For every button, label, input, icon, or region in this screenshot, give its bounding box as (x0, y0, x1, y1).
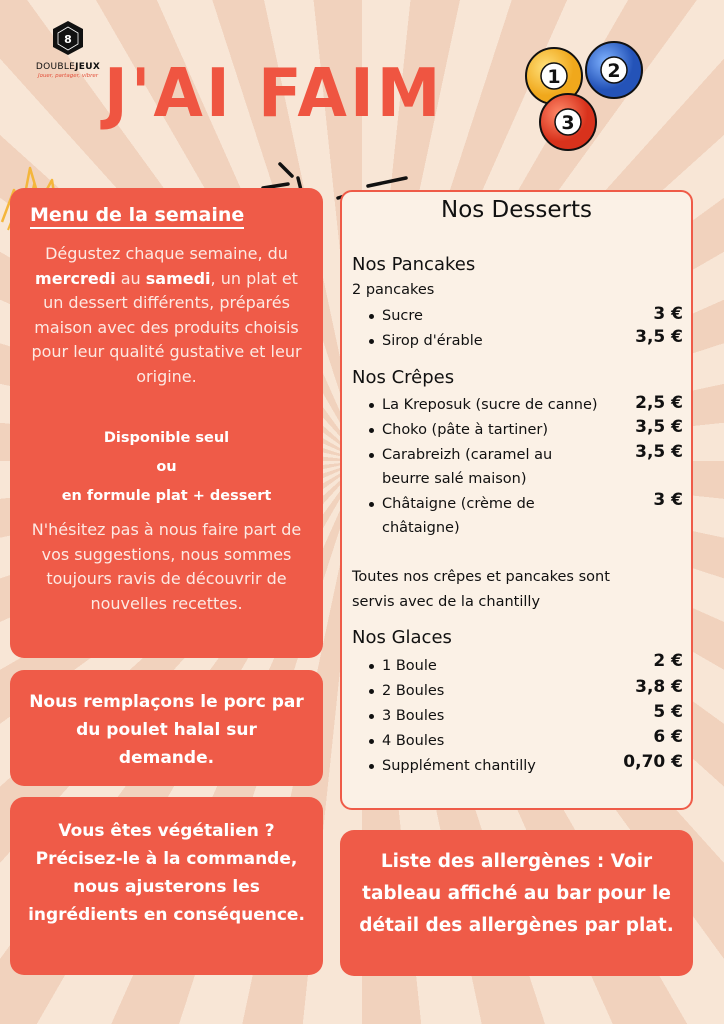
menu-semaine-card (10, 188, 323, 658)
logo-tagline: Jouer, partager, vibrer (37, 73, 99, 79)
list-item: 2 Boules (382, 679, 444, 703)
allergens-card (340, 830, 693, 976)
porc-text: Nous remplaçons le porc par du poulet halal sur demande. (29, 692, 304, 768)
doublejeux-logo (28, 20, 108, 79)
list-item: Supplément chantilly (382, 754, 536, 778)
price: 0,70 € (623, 752, 683, 772)
price: 3,5 € (635, 327, 683, 347)
list-item: Carabreizh (caramel au beurre salé maison) (382, 443, 582, 491)
svg-text:1: 1 (547, 66, 561, 88)
desserts-note: Toutes nos crêpes et pancakes sont servis avec de la chantilly (352, 569, 610, 610)
price: 3,8 € (635, 677, 683, 697)
svg-text:8: 8 (64, 33, 72, 46)
vegan-card (10, 797, 323, 975)
list-item: Sirop d'érable (382, 329, 483, 353)
list-item: 3 Boules (382, 704, 444, 728)
list-item: 1 Boule (382, 654, 437, 678)
price: 3,5 € (635, 417, 683, 437)
allergens-text: Liste des allergènes : Voir tableau affiché au bar pour le détail des allergènes par plat. (359, 851, 674, 936)
price: 3 € (653, 490, 683, 510)
pancakes-subtitle: 2 pancakes (352, 282, 435, 298)
list-item: Châtaigne (crème de châtaigne) (382, 492, 562, 540)
billiard-balls-icon (522, 40, 652, 155)
pancakes-heading: Nos Pancakes (352, 254, 476, 275)
price: 6 € (653, 727, 683, 747)
page-title: J'AI FAIM (104, 55, 444, 133)
list-item: 4 Boules (382, 729, 444, 753)
menu-description: Dégustez chaque semaine, du mercredi au samedi, un plat et un dessert différents, préparés maison avec des produits choisis pour leur qualité gustative et leur origine. (31, 244, 302, 386)
svg-text:2: 2 (607, 60, 621, 82)
list-item: Choko (pâte à tartiner) (382, 418, 548, 442)
die-icon (50, 20, 86, 56)
vegan-text: Vous êtes végétalien ? Précisez-le à la commande, nous ajusterons les ingrédients en conséquence. (28, 821, 305, 925)
menu-note: N'hésitez pas à nous faire part de vos suggestions, nous sommes toujours ravis de découvrir de nouvelles recettes. (31, 520, 302, 613)
logo-name: DOUBLEJEUX (35, 62, 101, 72)
price: 2 € (653, 651, 683, 671)
price: 5 € (653, 702, 683, 722)
porc-card (10, 670, 323, 786)
menu-title: Menu de la semaine (30, 204, 245, 226)
list-item: La Kreposuk (sucre de canne) (382, 393, 598, 417)
glaces-heading: Nos Glaces (352, 627, 452, 648)
price: 3,5 € (635, 442, 683, 462)
price: 3 € (653, 304, 683, 324)
desserts-title: Nos Desserts (440, 197, 592, 223)
menu-availability: Disponible seul ou en formule plat + dessert (61, 430, 272, 504)
crepes-heading: Nos Crêpes (352, 367, 455, 388)
list-item: Sucre (382, 304, 423, 328)
svg-text:3: 3 (561, 112, 575, 134)
price: 2,5 € (635, 393, 683, 413)
desserts-panel (340, 190, 693, 810)
